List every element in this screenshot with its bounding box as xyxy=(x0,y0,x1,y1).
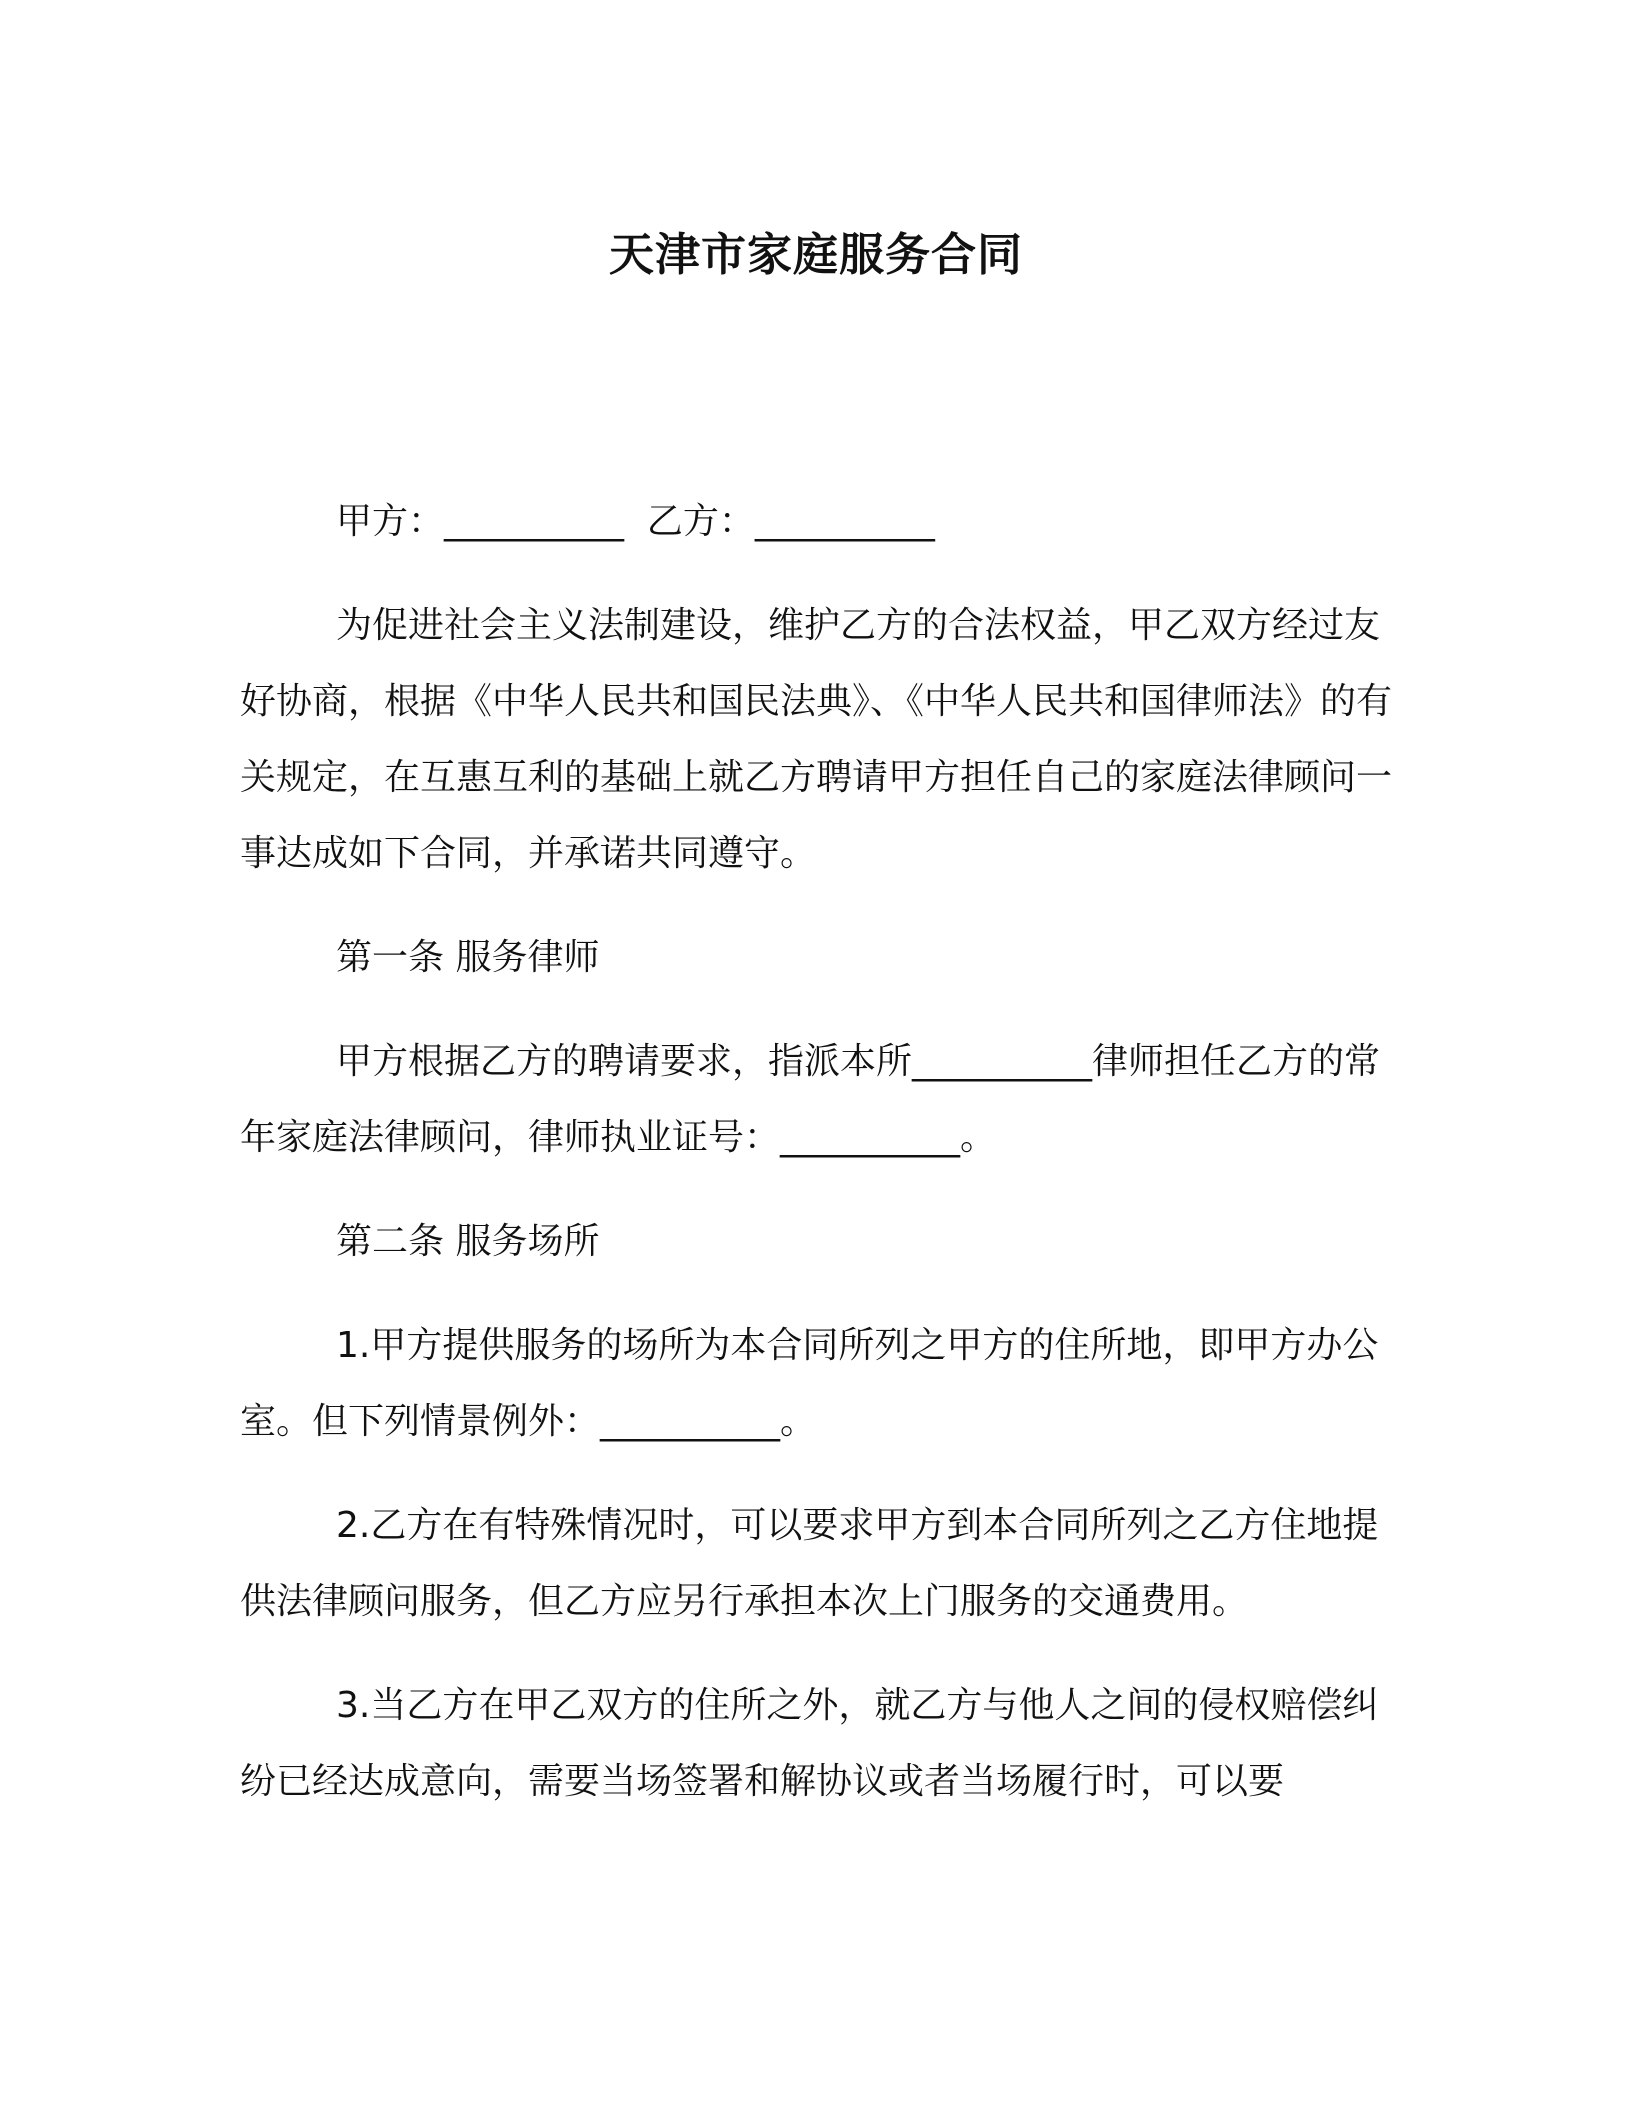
article-2-item-2: 2.乙方在有特殊情况时，可以要求甲方到本合同所列之乙方住地提供法律顾问服务，但乙方应另行承担本次上门服务的交通费用。 xyxy=(240,1505,1379,1622)
article-2-item-1: 1.甲方提供服务的场所为本合同所列之甲方的住所地，即甲方办公室。但下列情景例外：__________。 xyxy=(240,1325,1379,1442)
article-2-heading: 第二条 服务场所 xyxy=(336,1221,600,1262)
intro-paragraph: 为促进社会主义法制建设，维护乙方的合法权益，甲乙双方经过友好协商，根据《中华人民共和国民法典》、《中华人民共和国律师法》的有关规定，在互惠互利的基础上就乙方聘请甲方担任自己的家庭法律顾问一事达成如下合同，并承诺共同遵守。 xyxy=(240,605,1393,874)
parties-line: 甲方：__________ 乙方：__________ xyxy=(336,501,935,542)
article-2-item-3: 3.当乙方在甲乙双方的住所之外，就乙方与他人之间的侵权赔偿纠纷已经达成意向，需要当场签署和解协议或者当场履行时，可以要 xyxy=(240,1685,1379,1802)
document-body xyxy=(240,484,1392,1820)
article-1-text: 甲方根据乙方的聘请要求，指派本所__________律师担任乙方的常年家庭法律顾问，律师执业证号：__________。 xyxy=(240,1041,1381,1158)
article-1-heading: 第一条 服务律师 xyxy=(336,937,600,978)
document-title: 天津市家庭服务合同 xyxy=(608,228,1023,281)
